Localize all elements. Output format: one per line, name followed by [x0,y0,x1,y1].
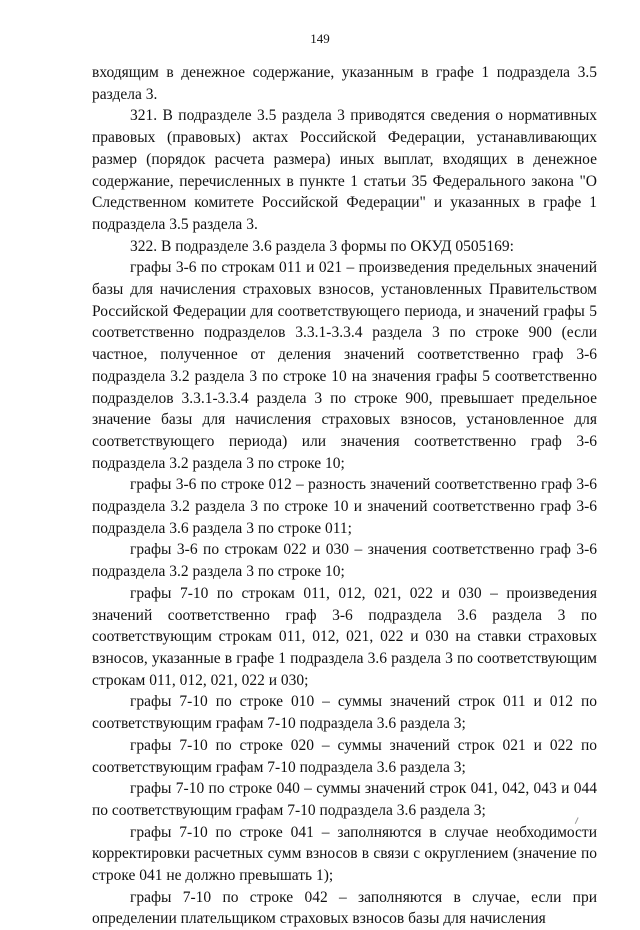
paragraph: графы 3-6 по строкам 011 и 021 – произведения предельных значений базы для начисления страховых взносов, установленных Правительством Российской Федерации для соответствующего периода, и значений графы 5 соответственно подразделов 3.3.1-3.3.4 раздела 3 по строке 900 (если частное, полученное от деления значений соответственно граф 3-6 подраздела 3.2 раздела 3 по строке 10 на значения графы 5 соответственно подразделов 3.3.1-3.3.4 раздела 3 по строке 900, превышает предельное значение базы для начисления страховых взносов, установленное для соответствующего периода) или значения соответственно граф 3-6 подраздела 3.2 раздела 3 по строке 10; [92,259,597,472]
document-body [92,62,597,930]
paragraph: графы 7-10 по строке 040 – суммы значений строк 041, 042, 043 и 044 по соответствующим графам 7-10 подраздела 3.6 раздела 3; [92,780,597,819]
paragraph: графы 7-10 по строкам 011, 012, 021, 022 и 030 – произведения значений соответственно граф 3-6 подраздела 3.6 раздела 3 по соответствующим строкам 011, 012, 021, 022 и 030 на ставки страховых взносов, указанные в графе 1 подраздела 3.6 раздела 3 по соответствующим строкам 011, 012, 021, 022 и 030; [92,584,597,689]
paragraph: графы 7-10 по строке 010 – суммы значений строк 011 и 012 по соответствующим графам 7-10 подраздела 3.6 раздела 3; [92,693,597,733]
paragraph: графы 3-6 по строке 012 – разность значений соответственно граф 3-6 подраздела 3.2 раздела 3 по строке 10 и значений соответственно граф 3-6 подраздела 3.6 раздела 3 по строке 011; [92,476,597,537]
paragraph: графы 3-6 по строкам 022 и 030 – значения соответственно граф 3-6 подраздела 3.2 раздела 3 по строке 10; [92,541,597,581]
paragraph: графы 7-10 по строке 042 – заполняются в случае, если при определении плательщиком страховых взносов базы для начисления [92,888,597,928]
paragraph: графы 7-10 по строке 041 – заполняются в случае необходимости корректировки расчетных сумм взносов в связи с округлением (значение по строке 041 не должно превышать 1); [92,823,597,885]
page-number: 149 [310,31,330,46]
paragraph: входящим в денежное содержание, указанным в графе 1 подраздела 3.5 раздела 3. [92,64,597,103]
paragraph: графы 7-10 по строке 020 – суммы значений строк 021 и 022 по соответствующим графам 7-10 подраздела 3.6 раздела 3; [92,736,597,776]
paragraph: 322. В подразделе 3.6 раздела 3 формы по ОКУД 0505169: [130,237,514,255]
paragraph: 321. В подразделе 3.5 раздела 3 приводятся сведения о нормативных правовых (правовых) актах Российской Федерации, устанавливающих размер (порядок расчета размера) иных выплат, входящих в денежное содержание, перечисленных в пункте 1 статьи 35 Федерального закона "О Следственном комитете Российской Федерации" и указанных в графе 1 подраздела 3.5 раздела 3. [92,107,597,233]
